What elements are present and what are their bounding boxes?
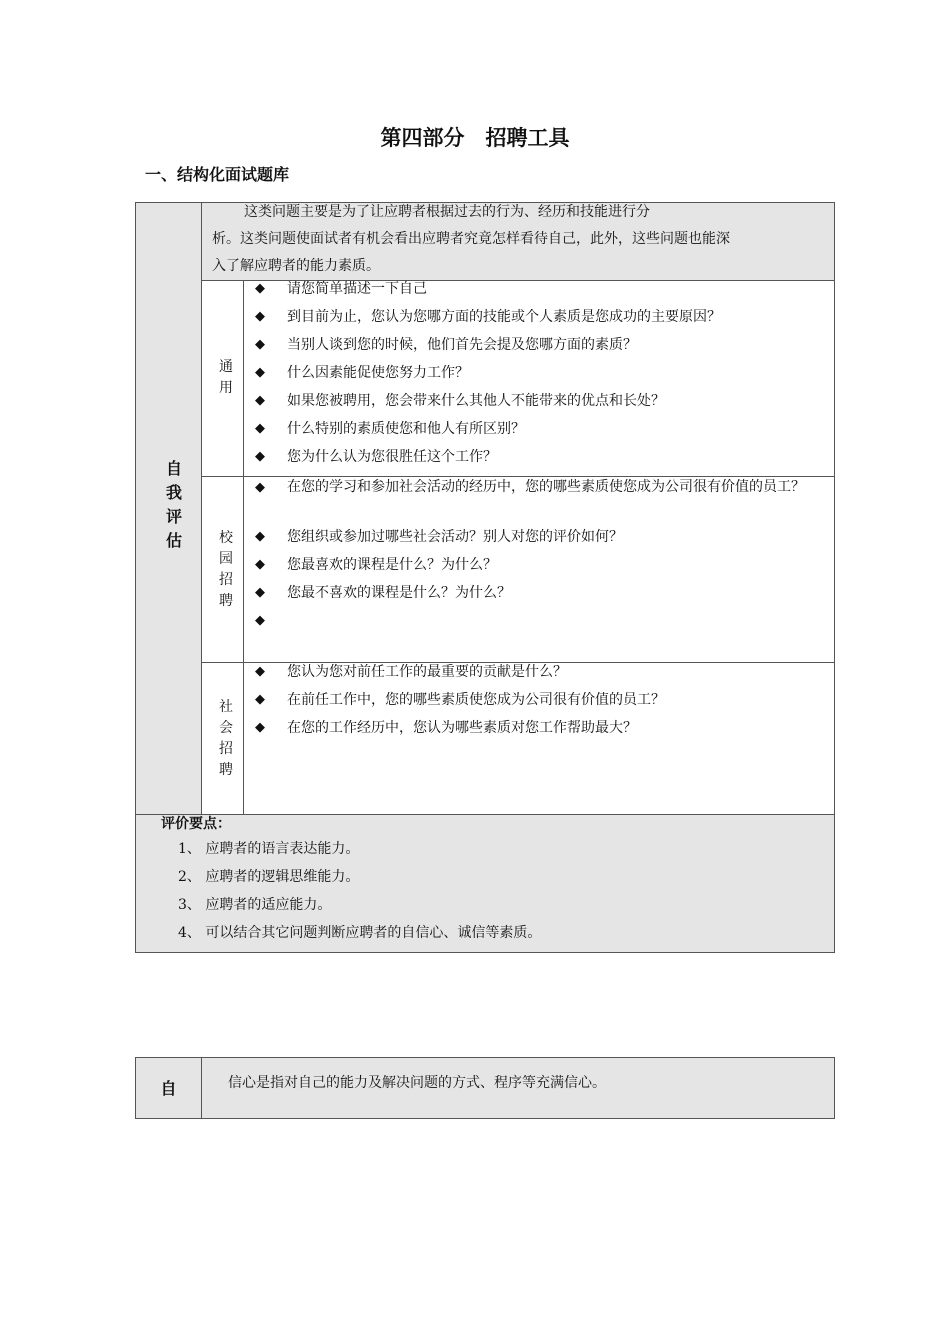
diamond-bullet-icon: ◆ — [255, 337, 265, 352]
diamond-bullet-icon: ◆ — [255, 529, 265, 544]
group-campus-label: 校 园 招 聘 — [219, 530, 233, 609]
diamond-bullet-icon: ◆ — [255, 720, 265, 735]
confidence-label: 自 — [160, 1079, 177, 1098]
group-social-label: 社 会 招 聘 — [219, 699, 233, 778]
category-label: 自 我 评 估 — [165, 459, 182, 550]
evaluation-item: 3、 应聘者的适应能力。 — [178, 897, 332, 913]
diamond-bullet-icon: ◆ — [255, 421, 265, 436]
diamond-bullet-icon: ◆ — [255, 613, 265, 628]
section-title: 一、结构化面试题库 — [145, 165, 290, 184]
diamond-bullet-icon: ◆ — [255, 309, 265, 324]
diamond-bullet-icon: ◆ — [255, 449, 265, 464]
evaluation-item: 4、 可以结合其它问题判断应聘者的自信心、诚信等素质。 — [178, 925, 542, 941]
diamond-bullet-icon: ◆ — [255, 393, 265, 408]
evaluation-item: 1、 应聘者的语言表达能力。 — [178, 841, 360, 857]
page-title: 第四部分 招聘工具 — [380, 126, 570, 150]
evaluation-heading: 评价要点： — [161, 816, 231, 832]
diamond-bullet-icon: ◆ — [255, 664, 265, 679]
confidence-text: 信心是指对自己的能力及解决问题的方式、程序等充满信心。 — [228, 1075, 606, 1091]
diamond-bullet-icon: ◆ — [255, 557, 265, 572]
evaluation-item: 2、 应聘者的逻辑思维能力。 — [178, 869, 360, 885]
intro-text: 这类问题主要是为了让应聘者根据过去的行为、经历和技能进行分 析。这类问题使面试者有机会看出应聘者究竟怎样看待自己，此外，这些问题也能深 入了解应聘者的能力素质。 — [212, 204, 730, 274]
diamond-bullet-icon: ◆ — [255, 585, 265, 600]
diamond-bullet-icon: ◆ — [255, 281, 265, 296]
diamond-bullet-icon: ◆ — [255, 692, 265, 707]
diamond-bullet-icon: ◆ — [255, 365, 265, 380]
group-general-label: 通 用 — [219, 359, 233, 396]
diamond-bullet-icon: ◆ — [255, 480, 265, 495]
